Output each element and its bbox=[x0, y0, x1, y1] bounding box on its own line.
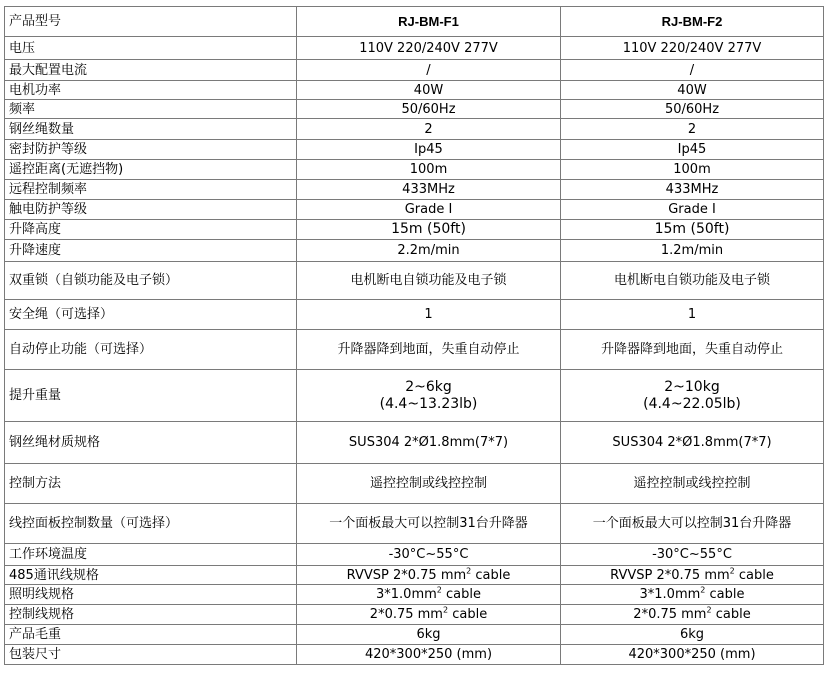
f2-value: 1.2m/min bbox=[561, 240, 824, 262]
row-label: 工作环境温度 bbox=[5, 544, 297, 566]
model-label: 产品型号 bbox=[5, 7, 297, 37]
f1-value: 40W bbox=[297, 81, 561, 100]
table-row bbox=[5, 119, 824, 140]
row-label: 升降速度 bbox=[5, 240, 297, 262]
f1-value: SUS304 2*Ø1.8mm(7*7) bbox=[297, 422, 561, 464]
f2-value bbox=[561, 605, 824, 625]
row-label: 钢丝绳材质规格 bbox=[5, 422, 297, 464]
f2-value: 电机断电自锁功能及电子锁 bbox=[561, 262, 824, 300]
row-label: 双重锁（自锁功能及电子锁） bbox=[5, 262, 297, 300]
row-label: 频率 bbox=[5, 100, 297, 119]
f1-value: 6kg bbox=[297, 625, 561, 645]
table-row bbox=[5, 37, 824, 60]
f2-value: Ip45 bbox=[561, 140, 824, 160]
row-label: 触电防护等级 bbox=[5, 200, 297, 220]
row-label: 线控面板控制数量（可选择） bbox=[5, 504, 297, 544]
row-label: 升降高度 bbox=[5, 220, 297, 240]
table-row bbox=[5, 464, 824, 504]
row-label: 远程控制频率 bbox=[5, 180, 297, 200]
table-row bbox=[5, 300, 824, 330]
f2-value: Grade I bbox=[561, 200, 824, 220]
row-label: 485通讯线规格 bbox=[5, 566, 297, 585]
f1-value: / bbox=[297, 60, 561, 81]
table-row bbox=[5, 370, 824, 422]
f2-value: 一个面板最大可以控制31台升降器 bbox=[561, 504, 824, 544]
f2-weight-metric: 2~10kg bbox=[664, 378, 720, 395]
f1-value: 420*300*250 (mm) bbox=[297, 645, 561, 665]
table-row bbox=[5, 504, 824, 544]
table-row bbox=[5, 60, 824, 81]
table-row bbox=[5, 81, 824, 100]
f2-value bbox=[561, 566, 824, 585]
spec-table bbox=[4, 6, 824, 665]
table-row bbox=[5, 605, 824, 625]
row-label: 自动停止功能（可选择） bbox=[5, 330, 297, 370]
f1-squared: 2 bbox=[466, 566, 472, 576]
f2-cable-spec: 3*1.0mm bbox=[639, 587, 701, 602]
f2-value: / bbox=[561, 60, 824, 81]
row-label: 控制方法 bbox=[5, 464, 297, 504]
table-row bbox=[5, 180, 824, 200]
f2-cable-spec: RVVSP 2*0.75 mm bbox=[610, 567, 730, 583]
table-row bbox=[5, 625, 824, 645]
f2-squared: 2 bbox=[729, 566, 735, 576]
table-row bbox=[5, 220, 824, 240]
table-row bbox=[5, 240, 824, 262]
f1-weight-metric: 2~6kg bbox=[405, 378, 452, 395]
table-row bbox=[5, 200, 824, 220]
table-row bbox=[5, 566, 824, 585]
row-label: 最大配置电流 bbox=[5, 60, 297, 81]
f1-squared: 2 bbox=[442, 605, 449, 615]
f1-cable-word: cable bbox=[448, 607, 488, 622]
f2-cable-word: cable bbox=[705, 587, 745, 602]
f2-value: 433MHz bbox=[561, 180, 824, 200]
f1-weight-imperial: (4.4~13.23lb) bbox=[379, 395, 478, 412]
f2-value: 15m (50ft) bbox=[561, 220, 824, 240]
table-row bbox=[5, 262, 824, 300]
row-label: 电压 bbox=[5, 37, 297, 60]
f1-value: Grade I bbox=[297, 200, 561, 220]
f2-value: 50/60Hz bbox=[561, 100, 824, 119]
f1-value: -30°C~55°C bbox=[297, 544, 561, 566]
f1-value: Ip45 bbox=[297, 140, 561, 160]
f2-value: 110V 220/240V 277V bbox=[561, 37, 824, 60]
f1-cable-spec: 3*1.0mm bbox=[376, 587, 437, 602]
f1-value bbox=[297, 370, 561, 422]
table-row bbox=[5, 645, 824, 665]
f1-value: 电机断电自锁功能及电子锁 bbox=[297, 262, 561, 300]
f1-value bbox=[297, 566, 561, 585]
model-f1: RJ-BM-F1 bbox=[297, 7, 561, 37]
f1-value bbox=[297, 605, 561, 625]
f2-cable-word: cable bbox=[711, 607, 751, 622]
f1-squared: 2 bbox=[436, 585, 442, 595]
row-label: 密封防护等级 bbox=[5, 140, 297, 160]
row-label: 控制线规格 bbox=[5, 605, 297, 625]
f2-squared: 2 bbox=[706, 605, 712, 615]
row-label: 照明线规格 bbox=[5, 585, 297, 605]
f2-cable-word: cable bbox=[734, 567, 774, 583]
row-label: 遥控距离(无遮挡物) bbox=[5, 160, 297, 180]
f2-value: 420*300*250 (mm) bbox=[561, 645, 824, 665]
table-row bbox=[5, 100, 824, 119]
f2-value: 升降器降到地面，失重自动停止 bbox=[561, 330, 824, 370]
f1-value: 15m (50ft) bbox=[297, 220, 561, 240]
f2-value: 遥控控制或线控控制 bbox=[561, 464, 824, 504]
row-label: 提升重量 bbox=[5, 370, 297, 422]
f2-value bbox=[561, 370, 824, 422]
f2-weight-imperial: (4.4~22.05lb) bbox=[643, 395, 741, 412]
f1-cable-word: cable bbox=[441, 587, 481, 602]
model-f2: RJ-BM-F2 bbox=[561, 7, 824, 37]
row-label: 产品毛重 bbox=[5, 625, 297, 645]
f1-value: 2.2m/min bbox=[297, 240, 561, 262]
f1-cable-spec: 2*0.75 mm bbox=[369, 607, 443, 622]
f1-cable-spec: RVVSP 2*0.75 mm bbox=[346, 567, 467, 583]
f2-value: 100m bbox=[561, 160, 824, 180]
table-row bbox=[5, 160, 824, 180]
f1-value: 一个面板最大可以控制31台升降器 bbox=[297, 504, 561, 544]
f1-value: 升降器降到地面，失重自动停止 bbox=[297, 330, 561, 370]
f1-value bbox=[297, 585, 561, 605]
row-label: 安全绳（可选择） bbox=[5, 300, 297, 330]
f2-value: SUS304 2*Ø1.8mm(7*7) bbox=[561, 422, 824, 464]
f2-value: 1 bbox=[561, 300, 824, 330]
table-row bbox=[5, 330, 824, 370]
f1-value: 50/60Hz bbox=[297, 100, 561, 119]
row-label: 钢丝绳数量 bbox=[5, 119, 297, 140]
f1-cable-word: cable bbox=[471, 567, 511, 583]
row-label: 电机功率 bbox=[5, 81, 297, 100]
table-row bbox=[5, 140, 824, 160]
f2-value: 40W bbox=[561, 81, 824, 100]
row-label: 包装尺寸 bbox=[5, 645, 297, 665]
f2-value: 2 bbox=[561, 119, 824, 140]
header-row bbox=[5, 7, 824, 37]
f2-squared: 2 bbox=[700, 585, 706, 595]
f1-value: 433MHz bbox=[297, 180, 561, 200]
f1-value: 100m bbox=[297, 160, 561, 180]
f2-value: -30°C~55°C bbox=[561, 544, 824, 566]
f2-value bbox=[561, 585, 824, 605]
f1-value: 110V 220/240V 277V bbox=[297, 37, 561, 60]
f2-value: 6kg bbox=[561, 625, 824, 645]
table-row bbox=[5, 585, 824, 605]
f2-cable-spec: 2*0.75 mm bbox=[633, 607, 707, 622]
table-row bbox=[5, 422, 824, 464]
f1-value: 2 bbox=[297, 119, 561, 140]
table-row bbox=[5, 544, 824, 566]
f1-value: 1 bbox=[297, 300, 561, 330]
f1-value: 遥控控制或线控控制 bbox=[297, 464, 561, 504]
